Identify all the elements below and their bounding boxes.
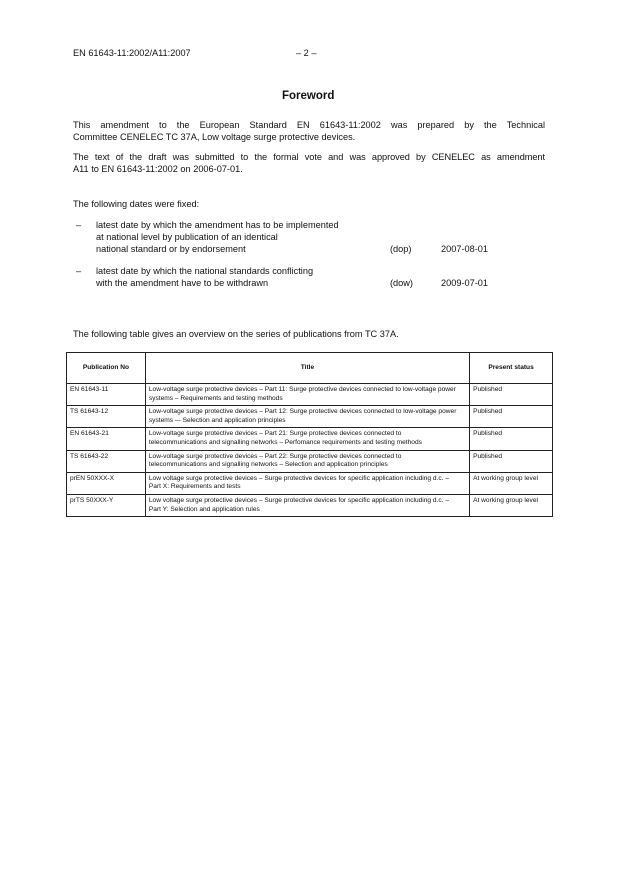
date-abbr: (dop) — [390, 244, 412, 254]
paragraph: The following dates were fixed: — [73, 199, 200, 209]
table-row — [67, 384, 553, 406]
table-row — [67, 494, 553, 516]
list-line: at national level by publication of an identical — [96, 232, 278, 242]
title-cell: Low voltage surge protective devices – Surge protective devices for specific application including d.c. – Part X: Requirements and tests — [145, 472, 469, 494]
paragraph-line: The text of the draft was submitted to the formal vote and was approved by CENELEC as amendment — [73, 152, 545, 162]
title-cell: Low voltage surge protective devices – Surge protective devices for specific application including d.c. – Part Y: Selection and application rules — [145, 494, 469, 516]
table-row — [67, 428, 553, 450]
list-line: latest date by which the national standards conflicting — [96, 266, 314, 276]
date-value: 2007-08-01 — [441, 244, 488, 254]
status-cell: Published — [470, 428, 553, 450]
status-cell: Published — [470, 384, 553, 406]
status-cell: Published — [470, 450, 553, 472]
status-cell: Published — [470, 406, 553, 428]
title-cell: Low-voltage surge protective devices – Part 11: Surge protective devices connected to low-voltage power systems – Requirements and testing methods — [145, 384, 469, 406]
page-number: – 2 – — [296, 48, 317, 58]
status-cell: At working group level — [470, 494, 553, 516]
list-line: with the amendment have to be withdrawn — [96, 278, 269, 288]
publication-no-cell: TS 61643-12 — [67, 406, 146, 428]
publication-no-cell: prEN 50XXX-X — [67, 472, 146, 494]
table-row — [67, 472, 553, 494]
column-header: Publication No — [67, 353, 146, 384]
table-row — [67, 406, 553, 428]
date-abbr: (dow) — [390, 278, 413, 288]
list-dash: – — [76, 266, 82, 276]
list-dash: – — [76, 220, 82, 230]
column-header: Title — [145, 353, 469, 384]
list-line: latest date by which the amendment has to be implemented — [96, 220, 339, 230]
paragraph-line: This amendment to the European Standard EN 61643-11:2002 was prepared by the Technical — [73, 120, 545, 130]
paragraph-line: A11 to EN 61643-11:2002 on 2006-07-01. — [73, 164, 243, 174]
publication-no-cell: TS 61643-22 — [67, 450, 146, 472]
date-value: 2009-07-01 — [441, 278, 488, 288]
paragraph-line: Committee CENELEC TC 37A, Low voltage surge protective devices. — [73, 132, 356, 142]
list-line: national standard or by endorsement — [96, 244, 246, 254]
publication-no-cell: EN 61643-21 — [67, 428, 146, 450]
table-header-row — [67, 353, 553, 384]
title-cell: Low-voltage surge protective devices – Part 12: Surge protective devices connected to low-voltage power systems –- Selection and application principles — [145, 406, 469, 428]
document-id: EN 61643-11:2002/A11:2007 — [73, 48, 191, 58]
table-row — [67, 450, 553, 472]
publication-no-cell: EN 61643-11 — [67, 384, 146, 406]
column-header: Present status — [470, 353, 553, 384]
title-cell: Low-voltage surge protective devices – Part 22: Surge protective devices connected to telecommunications and signalling networks – Selection and application principles — [145, 450, 469, 472]
section-title: Foreword — [282, 90, 335, 102]
publication-no-cell: prTS 50XXX-Y — [67, 494, 146, 516]
status-cell: At working group level — [470, 472, 553, 494]
title-cell: Low-voltage surge protective devices – Part 21: Surge protective devices connected to telecommunications and signalling networks – Perfomance requirements and testing methods — [145, 428, 469, 450]
publications-table — [66, 352, 553, 517]
table-intro: The following table gives an overview on the series of publications from TC 37A. — [73, 329, 399, 339]
